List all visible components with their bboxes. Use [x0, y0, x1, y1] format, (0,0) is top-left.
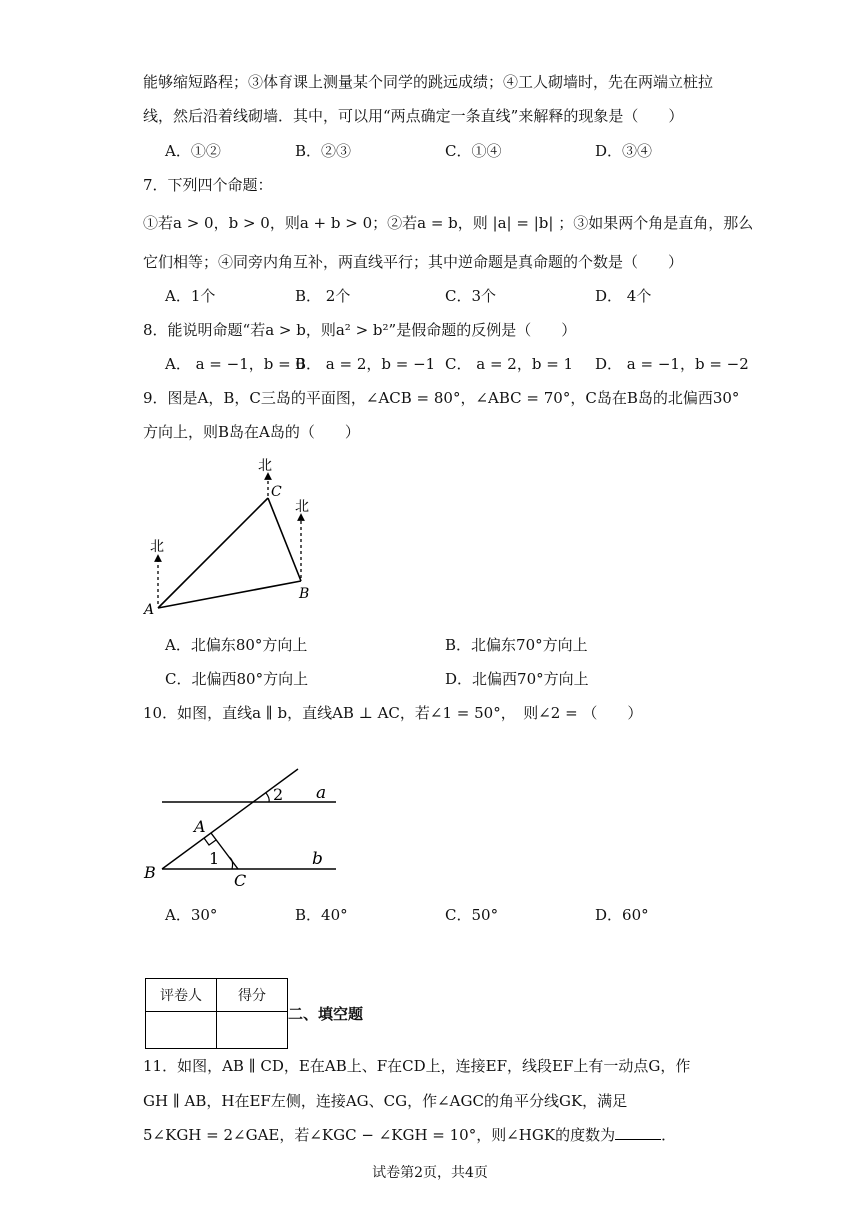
point-label-B: B: [144, 863, 156, 882]
q9-option-d: D．北偏西70°方向上: [445, 670, 589, 688]
q7-option-c: C．3个: [445, 287, 497, 305]
line-a-label: a: [316, 783, 327, 803]
q8-option-c: C． a = 2，b = 1: [445, 355, 574, 373]
q7-line-2: 它们相等；④同旁内角互补，两直线平行；其中逆命题是真命题的个数是（ ）: [143, 253, 684, 271]
page-footer: 试卷第2页，共4页: [372, 1165, 488, 1181]
right-angle-mark: [204, 838, 216, 845]
q10-stem: 10．如图，直线a ∥ b，直线AB ⊥ AC，若∠1 = 50°， 则∠2 = （ ）: [143, 704, 643, 722]
q11-line-3-wrap: [143, 1125, 676, 1145]
answer-blank[interactable]: [615, 1125, 661, 1140]
north-label-a: 北: [150, 539, 164, 555]
q7-option-a: A．1个: [165, 287, 216, 305]
q8-option-b: B． a = 2，b = −1: [295, 355, 436, 373]
q10-option-c: C．50°: [445, 906, 499, 924]
q6-option-a: A．①②: [165, 142, 221, 160]
q10-option-b: B．40°: [295, 906, 348, 924]
q9-island-figure: [140, 450, 340, 620]
q9-option-b: B．北偏东70°方向上: [445, 636, 588, 654]
q9-option-a: A．北偏东80°方向上: [165, 636, 308, 654]
q6-option-c: C．①④: [445, 142, 502, 160]
q9-line-2: 方向上，则B岛在A岛的（ ）: [143, 423, 360, 441]
q6-line-1: 能够缩短路程；③体育课上测量某个同学的跳远成绩；④工人砌墙时，先在两端立桩拉: [143, 73, 714, 91]
q8-stem: 8．能说明命题“若a > b，则a² > b²”是假命题的反例是（ ）: [143, 321, 577, 339]
point-label-c: C: [271, 484, 282, 500]
angle-1-label: 1: [209, 849, 220, 868]
section-title: 二、填空题: [288, 1005, 364, 1023]
q9-option-c: C．北偏西80°方向上: [165, 670, 309, 688]
q11-line-3: 5∠KGH = 2∠GAE，若∠KGC − ∠KGH = 10°，则∠HGK的度数为: [143, 1126, 616, 1144]
score-table-score-header: 得分: [217, 979, 288, 1012]
q6-option-d: D．③④: [595, 142, 653, 160]
q11-line-3-end: ．: [661, 1126, 677, 1144]
point-label-b: B: [299, 586, 310, 602]
line-b-label: b: [312, 849, 323, 869]
q7-stem: 7．下列四个命题：: [143, 176, 273, 194]
score-table-grader-cell: [146, 1012, 217, 1049]
q7-option-b: B． 2个: [295, 287, 351, 305]
point-label-C: C: [234, 871, 247, 890]
score-table: [145, 978, 288, 1049]
north-label-c: 北: [258, 458, 272, 474]
q8-option-d: D． a = −1，b = −2: [595, 355, 749, 373]
score-table-grader-header: 评卷人: [146, 979, 217, 1012]
q8-option-a: A． a = −1，b = 0: [165, 355, 306, 373]
q7-option-d: D． 4个: [595, 287, 652, 305]
line-ab: [162, 769, 298, 869]
angle-2-arc: [266, 793, 269, 802]
point-label-a: A: [144, 602, 155, 618]
q9-line-1: 9．图是A，B，C三岛的平面图，∠ACB = 80°，∠ABC = 70°，C岛在B岛的北偏西30°: [143, 389, 740, 407]
q7-line-1: ①若a > 0，b > 0，则a + b > 0；②若a = b，则 |a| = |b| ；③如果两个角是直角，那么: [143, 214, 754, 232]
q10-option-a: A．30°: [165, 906, 218, 924]
score-table-score-cell: [217, 1012, 288, 1049]
q6-option-b: B．②③: [295, 142, 352, 160]
q11-line-1: 11．如图，AB ∥ CD，E在AB上、F在CD上，连接EF，线段EF上有一动点G，作: [143, 1057, 691, 1075]
q10-parallel-lines-figure: [140, 760, 350, 895]
point-label-A: A: [194, 817, 206, 836]
q6-line-2: 线，然后沿着线砌墙．其中，可以用“两点确定一条直线”来解释的现象是（ ）: [143, 107, 684, 125]
segment-ab: [158, 581, 301, 608]
q11-line-2: GH ∥ AB，H在EF左侧，连接AG、CG，作∠AGC的角平分线GK，满足: [143, 1092, 628, 1110]
q10-option-d: D．60°: [595, 906, 649, 924]
segment-ac: [158, 498, 268, 608]
angle-2-label: 2: [273, 785, 284, 804]
north-label-b: 北: [295, 499, 309, 515]
